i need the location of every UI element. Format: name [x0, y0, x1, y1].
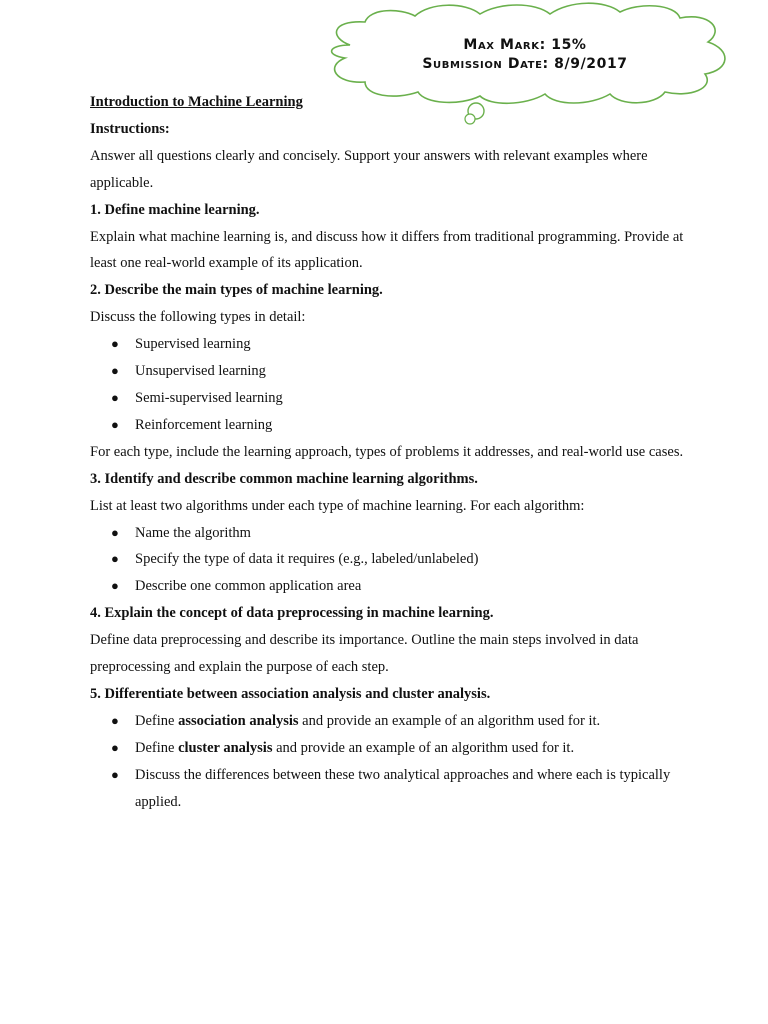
question-3-intro: List at least two algorithms under each type of machine learning. For each algorithm:	[90, 497, 585, 514]
list-item: ● Name the algorithm	[90, 520, 690, 547]
bullet-icon: ●	[111, 389, 119, 405]
question-1-text: Explain what machine learning is, and discuss how it differs from traditional programming. Provide at least one real-world example of its application.	[90, 228, 684, 272]
bullet-icon: ●	[111, 766, 119, 782]
question-2-outro: For each type, include the learning approach, types of problems it addresses, and real-world use cases.	[90, 443, 684, 460]
question-5-list	[90, 708, 690, 816]
list-item: ● Define association analysis and provide an example of an algorithm used for it.	[90, 708, 690, 735]
list-item: ● Reinforcement learning	[90, 412, 690, 439]
bullet-icon: ●	[111, 712, 119, 728]
question-2-heading: 2. Describe the main types of machine learning.	[90, 282, 383, 299]
bullet-icon: ●	[111, 739, 119, 755]
bullet-icon: ●	[111, 363, 119, 379]
instructions-text: Answer all questions clearly and concisely. Support your answers with relevant examples where applicable.	[90, 147, 648, 191]
question-4-text: Define data preprocessing and describe its importance. Outline the main steps involved in data preprocessing and explain the purpose of each step.	[90, 632, 639, 676]
instructions-heading: Instructions:	[90, 120, 170, 137]
question-5-heading: 5. Differentiate between association analysis and cluster analysis.	[90, 685, 491, 702]
document-body	[90, 89, 690, 815]
submission-date: Submission Date: 8/9/2017	[422, 56, 628, 72]
question-4-heading: 4. Explain the concept of data preprocessing in machine learning.	[90, 605, 494, 622]
bullet-icon: ●	[111, 524, 119, 540]
list-item: ● Define cluster analysis and provide an example of an algorithm used for it.	[90, 735, 690, 762]
list-item: ● Specify the type of data it requires (e.g., labeled/unlabeled)	[90, 546, 690, 573]
bullet-icon: ●	[111, 336, 119, 352]
list-item: ● Discuss the differences between these two analytical approaches and where each is typically applied.	[90, 762, 690, 816]
cloud-callout-text	[335, 36, 715, 74]
max-mark: Max Mark: 15%	[463, 37, 587, 53]
question-3-heading: 3. Identify and describe common machine learning algorithms.	[90, 470, 478, 487]
question-2-intro: Discuss the following types in detail:	[90, 309, 306, 326]
list-item: ● Unsupervised learning	[90, 358, 690, 385]
bullet-icon: ●	[111, 416, 119, 432]
bullet-icon: ●	[111, 578, 119, 594]
list-item: ● Describe one common application area	[90, 573, 690, 600]
list-item: ● Semi-supervised learning	[90, 385, 690, 412]
document-title: Introduction to Machine Learning	[90, 94, 303, 110]
bullet-icon: ●	[111, 551, 119, 567]
question-1-heading: 1. Define machine learning.	[90, 201, 260, 218]
question-3-list	[90, 520, 690, 601]
question-2-list	[90, 331, 690, 439]
list-item: ● Supervised learning	[90, 331, 690, 358]
